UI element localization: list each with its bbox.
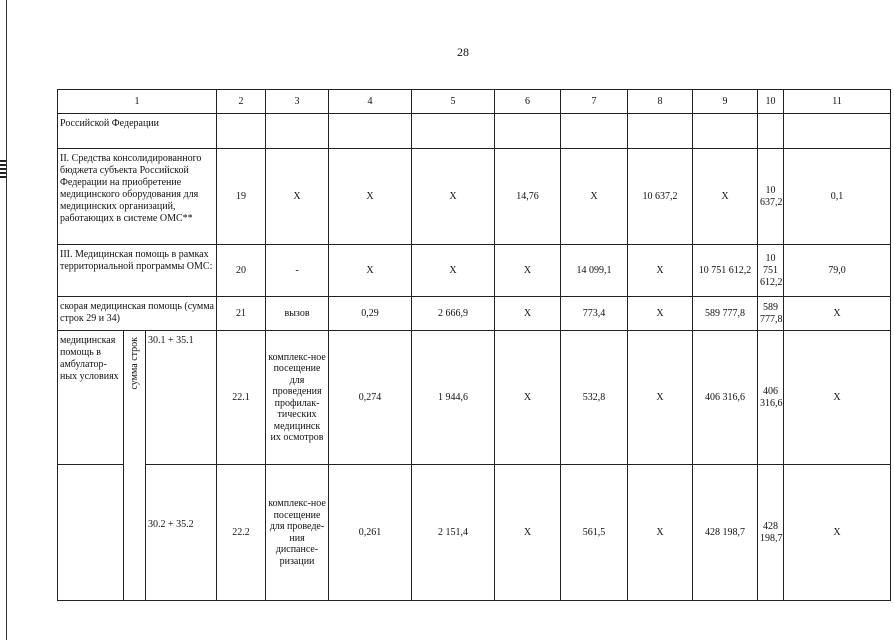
table-cell: 0,261 (329, 465, 412, 601)
row-label-section-3: III. Медицинская помощь в рамках территориальной программы ОМС: (58, 245, 217, 297)
table-cell: X (784, 297, 891, 331)
unit-cell: комплекс-ное посещение для проведе-ния диспансе-ризации (266, 465, 329, 601)
table-cell (58, 465, 124, 601)
table-cell: 20 (217, 245, 266, 297)
page-left-edge (6, 0, 7, 640)
table-cell: 10 751 612,2 (758, 245, 784, 297)
table-cell: X (495, 245, 561, 297)
table-row-outpatient-2 (58, 465, 891, 601)
table-cell: 14 099,1 (561, 245, 628, 297)
table-cell: 79,0 (784, 245, 891, 297)
table-row-rf (58, 114, 891, 149)
table-cell: X (329, 149, 412, 245)
table-cell: 22.1 (217, 331, 266, 465)
table-cell (412, 114, 495, 149)
table-cell: 406 316,6 (758, 331, 784, 465)
table-cell: 406 316,6 (693, 331, 758, 465)
formula-cell: 30.1 + 35.1 (146, 331, 217, 465)
table-cell: 773,4 (561, 297, 628, 331)
header-cell-3: 3 (266, 90, 329, 114)
table-cell (693, 114, 758, 149)
table-cell: вызов (266, 297, 329, 331)
table-cell: 1 944,6 (412, 331, 495, 465)
table-cell: X (412, 245, 495, 297)
table-cell: X (412, 149, 495, 245)
formula-cell: 30.2 + 35.2 (146, 465, 217, 601)
table-cell (266, 114, 329, 149)
header-cell-8: 8 (628, 90, 693, 114)
table-cell: 10 751 612,2 (693, 245, 758, 297)
table-cell (561, 114, 628, 149)
table-cell: 10 637,2 (758, 149, 784, 245)
table-cell: 22.2 (217, 465, 266, 601)
table-cell: X (495, 465, 561, 601)
table-cell: 21 (217, 297, 266, 331)
sum-rows-label: сумма строк (128, 337, 140, 390)
header-cell-1: 1 (58, 90, 217, 114)
table-cell: 589 777,8 (758, 297, 784, 331)
table-cell: X (628, 297, 693, 331)
table-cell: X (329, 245, 412, 297)
table-cell: X (561, 149, 628, 245)
table-cell: X (495, 331, 561, 465)
table-cell: X (628, 465, 693, 601)
row-label-ambulance: скорая медицинская помощь (сумма строк 29 и 34) (58, 297, 217, 331)
header-cell-9: 9 (693, 90, 758, 114)
header-cell-11: 11 (784, 90, 891, 114)
table-cell: 2 151,4 (412, 465, 495, 601)
unit-cell: комплекс-ное посещение для проведения профилак-тических медицинск их осмотров (266, 331, 329, 465)
table-row-ambulance (58, 297, 891, 331)
table-cell: X (628, 245, 693, 297)
header-cell-5: 5 (412, 90, 495, 114)
header-cell-2: 2 (217, 90, 266, 114)
table-cell (217, 114, 266, 149)
table-cell: X (495, 297, 561, 331)
table-cell (758, 114, 784, 149)
table-row-section-2 (58, 149, 891, 245)
table-cell: 0,274 (329, 331, 412, 465)
table-row-outpatient-1 (58, 331, 891, 465)
header-cell-10: 10 (758, 90, 784, 114)
sum-rows-cell (124, 331, 146, 601)
table-cell: X (784, 331, 891, 465)
table-cell: 2 666,9 (412, 297, 495, 331)
header-cell-4: 4 (329, 90, 412, 114)
row-label-outpatient: медицинская помощь в амбулатор-ных условиях (58, 331, 124, 465)
table-cell: X (693, 149, 758, 245)
table-cell: 561,5 (561, 465, 628, 601)
table-cell: X (628, 331, 693, 465)
table-cell: 589 777,8 (693, 297, 758, 331)
table-cell: - (266, 245, 329, 297)
table-cell: 14,76 (495, 149, 561, 245)
binding-mark (0, 160, 6, 178)
table-cell (495, 114, 561, 149)
header-cell-7: 7 (561, 90, 628, 114)
table-cell: X (266, 149, 329, 245)
table-cell: 10 637,2 (628, 149, 693, 245)
table-cell: 532,8 (561, 331, 628, 465)
table-cell: X (784, 465, 891, 601)
header-cell-6: 6 (495, 90, 561, 114)
table-row-section-3 (58, 245, 891, 297)
table-cell: 0,29 (329, 297, 412, 331)
page-number: 28 (457, 45, 469, 59)
row-label-rf: Российской Федерации (58, 114, 217, 149)
table-cell: 19 (217, 149, 266, 245)
table-cell (329, 114, 412, 149)
header-row (58, 90, 891, 114)
table-cell: 428 198,7 (693, 465, 758, 601)
table-cell: 428 198,7 (758, 465, 784, 601)
table-cell: 0,1 (784, 149, 891, 245)
row-label-section-2: II. Средства консолидированного бюджета субъекта Российской Федерации на приобретение медицинского оборудования для медицинских организаций, работающих в системе ОМС** (58, 149, 217, 245)
table-cell (784, 114, 891, 149)
budget-table (57, 89, 891, 601)
table-cell (628, 114, 693, 149)
